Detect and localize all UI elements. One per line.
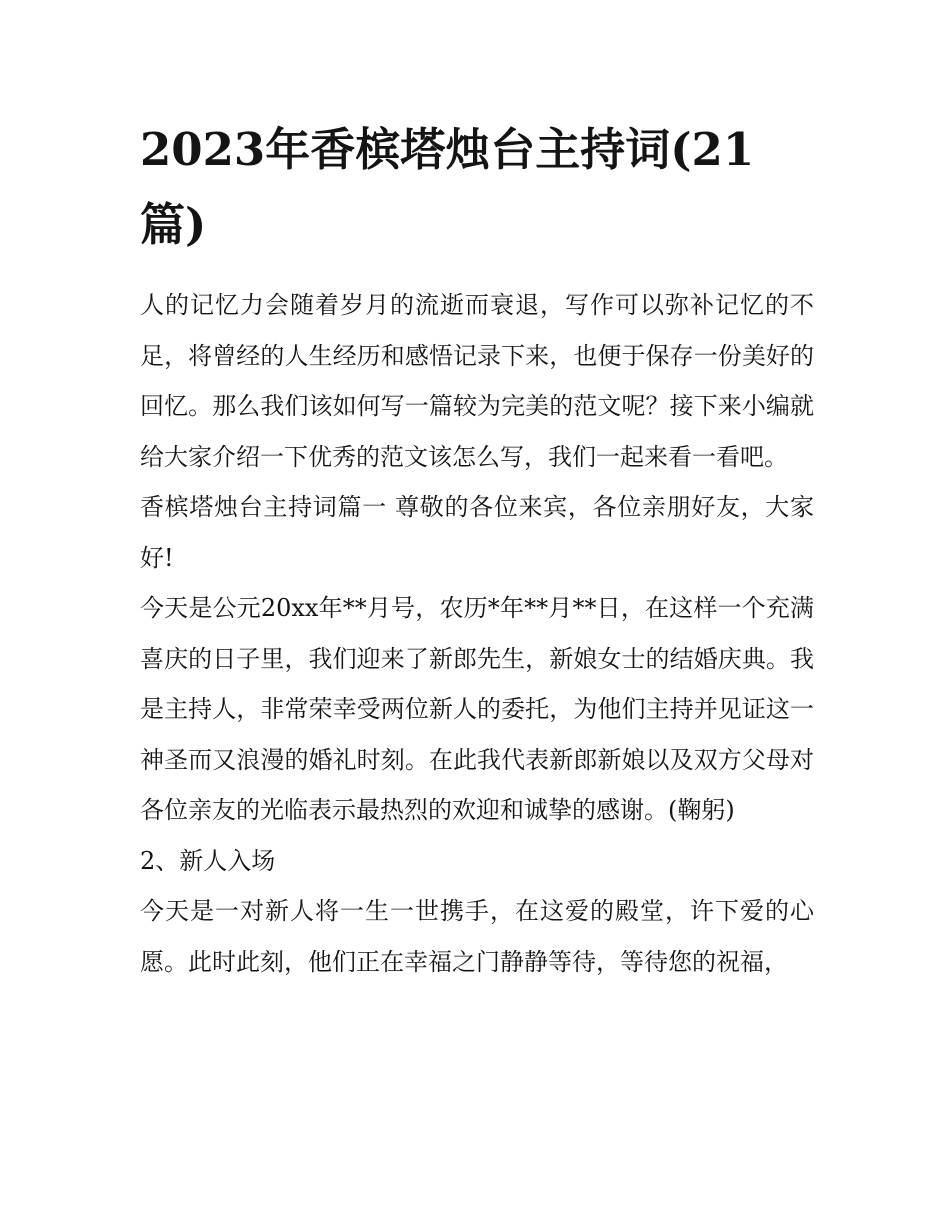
document-page — [140, 112, 814, 987]
greeting-paragraph: 香槟塔烛台主持词篇一 尊敬的各位来宾，各位亲朋好友，大家好! — [140, 493, 814, 572]
document-title: 2023年香槟塔烛台主持词(21篇) — [140, 123, 755, 251]
entrance-paragraph: 今天是一对新人将一生一世携手，在这爱的殿堂，许下爱的心愿。此时此刻，他们正在幸福之门静静等待，等待您的祝福， — [140, 897, 814, 976]
intro-paragraph: 人的记忆力会随着岁月的流逝而衰退，写作可以弥补记忆的不足，将曾经的人生经历和感悟记录下来，也便于保存一份美好的回忆。那么我们该如何写一篇较为完美的范文呢？接下来小编就给大家介绍一下优秀的范文该怎么写，我们一起来看一看吧。 — [140, 291, 814, 471]
section-heading-entrance: 2、新人入场 — [140, 846, 276, 875]
opening-paragraph: 今天是公元20xx年**月号，农历*年**月**日，在这样一个充满喜庆的日子里，我们迎来了新郎先生，新娘女士的结婚庆典。我是主持人，非常荣幸受两位新人的委托，为他们主持并见证这一神圣而又浪漫的婚礼时刻。在此我代表新郎新娘以及双方父母对各位亲友的光临表示最热烈的欢迎和诚挚的感谢。(鞠躬) — [140, 594, 814, 824]
